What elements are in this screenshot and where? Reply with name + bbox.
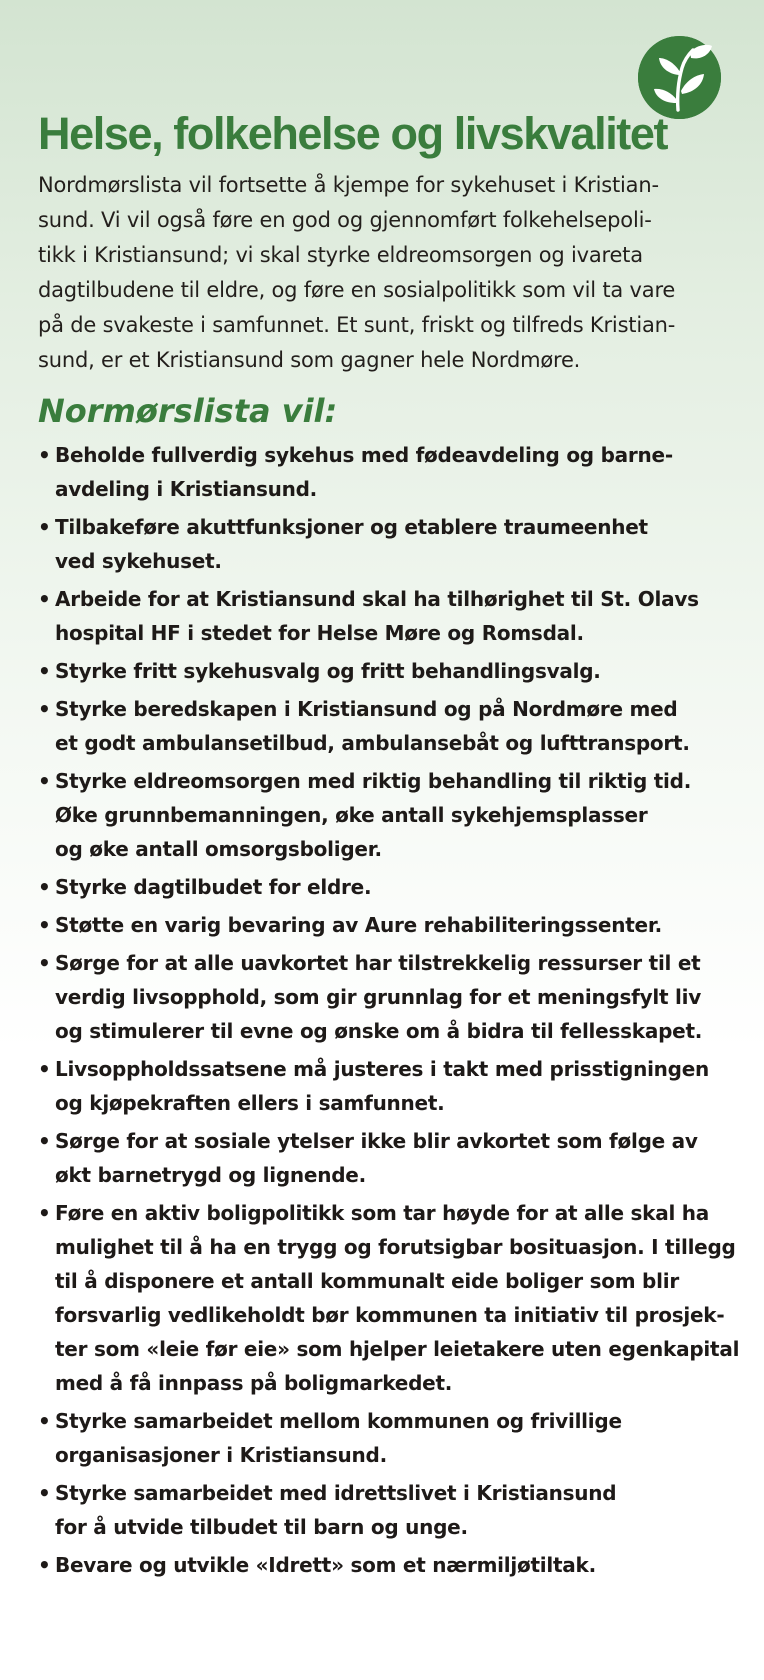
list-item — [38, 908, 738, 942]
bullet-icon: • — [38, 587, 51, 611]
list-item — [38, 946, 738, 1048]
bullet-icon: • — [38, 515, 51, 539]
bullet-icon: • — [38, 769, 51, 793]
bullet-list — [38, 438, 738, 1586]
list-item-line: økt barnetrygd og lignende. — [55, 1163, 366, 1187]
list-item-line: Styrke eldreomsorgen med riktig behandling til riktig tid. — [55, 769, 692, 793]
page-title: Helse, folkehelse og livskvalitet — [38, 108, 668, 159]
intro-line: sund. Vi vil også føre en god og gjennomført folkehelsepoli- — [38, 208, 652, 232]
list-item-line: mulighet til å ha en trygg og forutsigbar bosituasjon. I tillegg — [55, 1235, 736, 1259]
list-item — [38, 1548, 738, 1582]
list-item-line: Styrke dagtilbudet for eldre. — [55, 875, 372, 899]
bullet-icon: • — [38, 1201, 51, 1225]
list-item-line: Livsoppholdssatsene må justeres i takt med prisstigningen — [55, 1057, 710, 1081]
bullet-icon: • — [38, 697, 51, 721]
list-item — [38, 438, 738, 506]
list-item-line: ter som «leie før eie» som hjelper leietakere uten egenkapital — [55, 1337, 740, 1361]
section-subheading: Normørslista vil: — [38, 392, 338, 430]
list-item-line: og øke antall omsorgsboliger. — [55, 837, 382, 861]
list-item-line: Arbeide for at Kristiansund skal ha tilhørighet til St. Olavs — [55, 587, 699, 611]
list-item — [38, 510, 738, 578]
list-item-line: organisasjoner i Kristiansund. — [55, 1443, 387, 1467]
list-item-line: Sørge for at sosiale ytelser ikke blir avkortet som følge av — [55, 1129, 698, 1153]
intro-line: Nordmørslista vil fortsette å kjempe for sykehuset i Kristian- — [38, 173, 659, 197]
bullet-icon: • — [38, 913, 51, 937]
list-item-line: verdig livsopphold, som gir grunnlag for et meningsfylt liv — [55, 985, 702, 1009]
bullet-icon: • — [38, 659, 51, 683]
list-item — [38, 1052, 738, 1120]
list-item-line: Øke grunnbemanningen, øke antall sykehjemsplasser — [55, 803, 648, 827]
list-item-line: Styrke samarbeidet mellom kommunen og frivillige — [55, 1409, 622, 1433]
list-item-line: ved sykehuset. — [55, 549, 222, 573]
list-item-line: Beholde fullverdig sykehus med fødeavdeling og barne- — [55, 443, 673, 467]
intro-paragraph — [38, 168, 728, 378]
list-item-line: med å få innpass på boligmarkedet. — [55, 1371, 453, 1395]
list-item-line: Styrke samarbeidet med idrettslivet i Kristiansund — [55, 1481, 617, 1505]
list-item-line: et godt ambulansetilbud, ambulansebåt og lufttransport. — [55, 731, 690, 755]
bullet-icon: • — [38, 1553, 51, 1577]
bullet-icon: • — [38, 443, 51, 467]
list-item — [38, 1196, 738, 1400]
intro-line: tikk i Kristiansund; vi skal styrke eldreomsorgen og ivareta — [38, 243, 643, 267]
list-item — [38, 1124, 738, 1192]
list-item — [38, 1476, 738, 1544]
intro-line: dagtilbudene til eldre, og føre en sosialpolitikk som vil ta vare — [38, 278, 676, 302]
list-item — [38, 582, 738, 650]
list-item-line: Tilbakeføre akuttfunksjoner og etablere traumeenhet — [55, 515, 648, 539]
list-item-line: avdeling i Kristiansund. — [55, 477, 318, 501]
bullet-icon: • — [38, 1409, 51, 1433]
list-item — [38, 692, 738, 760]
list-item-line: Styrke fritt sykehusvalg og fritt behandlingsvalg. — [55, 659, 601, 683]
bullet-icon: • — [38, 1481, 51, 1505]
list-item — [38, 764, 738, 866]
list-item-line: Føre en aktiv boligpolitikk som tar høyde for at alle skal ha — [55, 1201, 710, 1225]
list-item-line: Styrke beredskapen i Kristiansund og på Nordmøre med — [55, 697, 678, 721]
list-item-line: Sørge for at alle uavkortet har tilstrekkelig ressurser til et — [55, 951, 701, 975]
list-item-line: Bevare og utvikle «Idrett» som et nærmiljøtiltak. — [55, 1553, 596, 1577]
bullet-icon: • — [38, 875, 51, 899]
list-item — [38, 1404, 738, 1472]
bullet-icon: • — [38, 1057, 51, 1081]
list-item — [38, 870, 738, 904]
list-item-line: og stimulerer til evne og ønske om å bidra til fellesskapet. — [55, 1019, 703, 1043]
intro-line: på de svakeste i samfunnet. Et sunt, friskt og tilfreds Kristian- — [38, 313, 676, 337]
bullet-icon: • — [38, 951, 51, 975]
list-item-line: til å disponere et antall kommunalt eide boliger som blir — [55, 1269, 679, 1293]
list-item-line: og kjøpekraften ellers i samfunnet. — [55, 1091, 445, 1115]
intro-line: sund, er et Kristiansund som gagner hele Nordmøre. — [38, 348, 581, 372]
list-item — [38, 654, 738, 688]
list-item-line: for å utvide tilbudet til barn og unge. — [55, 1515, 468, 1539]
list-item-line: forsvarlig vedlikeholdt bør kommunen ta initiativ til prosjek- — [55, 1303, 725, 1327]
bullet-icon: • — [38, 1129, 51, 1153]
list-item-line: Støtte en varig bevaring av Aure rehabiliteringssenter. — [55, 913, 662, 937]
list-item-line: hospital HF i stedet for Helse Møre og Romsdal. — [55, 621, 584, 645]
